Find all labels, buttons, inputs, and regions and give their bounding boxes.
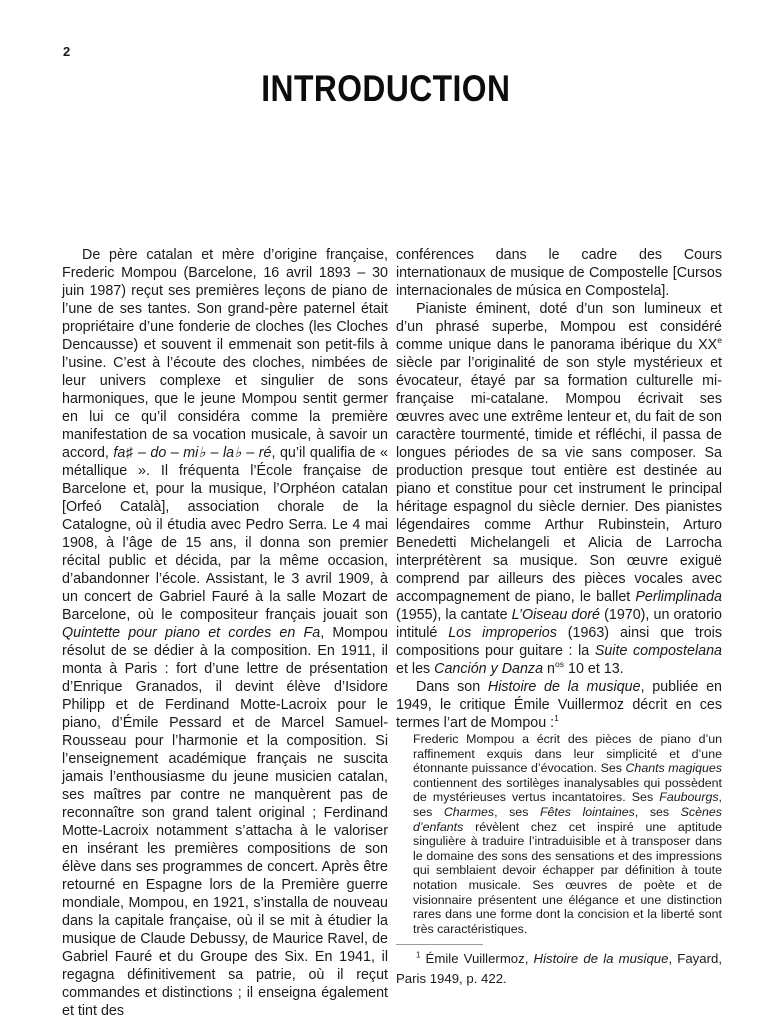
page-title-text: INTRODUCTION bbox=[261, 68, 511, 109]
text-segment: Charmes bbox=[443, 804, 495, 819]
footnote-rule bbox=[396, 944, 483, 945]
text-segment: Émile Vuillermoz, bbox=[420, 951, 534, 967]
text-segment: conférences dans le cadre des Cours internationaux de musique de Compostelle [Cursos internacionales de música en Compostela]. bbox=[396, 247, 722, 299]
text-segment: , ses bbox=[494, 804, 540, 819]
text-segment: (1963) ainsi que trois compositions pour guitare : la bbox=[396, 625, 722, 659]
page-number: 2 bbox=[63, 44, 71, 59]
text-segment: Fêtes lointaines bbox=[539, 804, 635, 819]
text-segment: et les bbox=[396, 661, 435, 677]
text-segment: révèlent chez cet inspiré une aptitude singulière à traduire l’intraduisible et à transposer dans le domaine des sons des sensations et des impressions qui semblaient devoir échapper par définition à toute notation musicale. Ses œuvres de poète et de visionnaire présentent une élégance et une distinction rares dans une forme dont la concision et la liberté sont très caractéristiques. bbox=[413, 819, 722, 936]
text-columns bbox=[62, 246, 722, 1020]
text-segment: os bbox=[554, 659, 565, 670]
text-segment: , ses bbox=[634, 804, 681, 819]
text-segment: Perlimplinada bbox=[635, 589, 722, 605]
left-column bbox=[62, 246, 388, 1020]
paragraph-biography bbox=[62, 246, 388, 1020]
text-segment: , Mompou résolut de se dédier à la composition. En 1911, il monta à Paris : fort d’une lettre de présentation d’Enrique Granados, il devint élève d’Isidore Philipp et de Ferdinand Motte-Lacroix pour le piano, d’Émile Pessard et de Marcel Samuel-Rousseau pour l’harmonie et la composition. Si l’enseignement académique français ne suscita jamais l’enthousiasme du jeune musicien catalan, ses maîtres par contre ne manquèrent pas de reconnaître son grand talent original ; Ferdinand Motte-Lacroix notamment s’attacha à le valoriser en insérant les premières compositions de son élève dans ses programmes de concert. Après être retourné en Espagne lors de la Première guerre mondiale, Mompou, en 1921, s’installa de nouveau dans la capitale française, où il se mit à étudier la musique de Claude Debussy, de Maurice Ravel, de Gabriel Fauré et du Groupe des Six. En 1941, il regagna définitivement sa patrie, où il reçut commandes et distinctions ; il enseigna également et tint des bbox=[62, 625, 388, 1019]
text-segment: (1955), la cantate bbox=[396, 607, 512, 623]
text-segment: Histoire de la musique bbox=[487, 679, 641, 695]
text-segment: 1 bbox=[416, 950, 421, 960]
text-segment: Chants magiques bbox=[625, 761, 722, 776]
footnote bbox=[396, 949, 722, 989]
paragraph-vuillermoz-intro bbox=[396, 678, 722, 732]
text-segment: , publiée en 1949, le critique Émile Vuillermoz décrit en ces termes l’art de Mompou : bbox=[396, 679, 723, 731]
text-segment: Dans son bbox=[416, 679, 488, 695]
text-segment: contiennent des sortilèges inanalysables qui possèdent de mystérieuses vertus incantatoires. Ses bbox=[413, 775, 722, 805]
text-segment: fa♯ – do – mi♭ – la♭ – ré bbox=[113, 445, 272, 461]
text-segment: Pianiste éminent, doté d’un son lumineux et d’un phrasé superbe, Mompou est considéré comme unique dans le panorama ibérique du XX bbox=[396, 301, 722, 353]
paragraph-continuation bbox=[396, 246, 722, 300]
text-segment: Quintette pour piano et cordes en Fa bbox=[62, 625, 321, 641]
text-segment: Histoire de la musique bbox=[533, 951, 669, 967]
text-segment: Faubourgs bbox=[659, 790, 719, 805]
right-column bbox=[396, 246, 722, 1020]
text-segment: Scènes d’enfants bbox=[413, 804, 722, 834]
text-segment: 1 bbox=[554, 713, 559, 724]
text-segment: n bbox=[543, 661, 555, 677]
text-segment: siècle par l’originalité de son style mystérieux et évocateur, étayé par sa formation culturelle mi-française mi-catalane. Mompou écrivait ses œuvres avec une extrême lenteur et, du fait de son caractère tourmenté, timide et réfléchi, il passa de longues périodes de sa vie sans composer. Sa production presque tout entière est destinée au piano et constitue pour cet instrument le principal héritage espagnol du siècle dernier. Des pianistes légendaires comme Arthur Rubinstein, Arturo Benedetti Michelangeli et Alicia de Larrocha interprétèrent sa musique. Son œuvre exiguë comprend par ailleurs des pièces vocales avec accompagnement de piano, le ballet bbox=[396, 355, 722, 605]
text-segment: , qu’il qualifia de « métallique ». Il fréquenta l’École française de Barcelone et, pour la musique, l’Orphéon catalan [Orfeó Català], association chorale de la Catalogne, où il étudia avec Pedro Serra. Le 4 mai 1908, à l’âge de 15 ans, il donna son premier récital public et décida, par la même occasion, d’abandonner l’école. Assistant, le 3 avril 1909, à un concert de Gabriel Fauré à la salle Mozart de Barcelone, où le compositeur français jouait son bbox=[62, 445, 388, 623]
text-segment: , Fayard, Paris 1949, p. 422. bbox=[396, 951, 722, 987]
text-segment: Frederic Mompou a écrit des pièces de piano d’un raffinement exquis dans leur simplicité et d’une étonnante puissance d’évocation. Ses bbox=[413, 732, 722, 776]
paragraph-pianist bbox=[396, 300, 722, 678]
text-segment: 10 et 13. bbox=[564, 661, 624, 677]
text-segment: (1970), un oratorio intitulé bbox=[396, 607, 722, 641]
text-segment: Canción y Danza bbox=[434, 661, 544, 677]
block-quote bbox=[413, 732, 722, 936]
text-segment: Suite compostelana bbox=[594, 643, 722, 659]
text-segment: Los improperios bbox=[448, 625, 557, 641]
text-segment: L’Oiseau doré bbox=[511, 607, 600, 623]
text-segment: e bbox=[717, 335, 722, 346]
text-segment: , ses bbox=[413, 790, 722, 819]
page-title bbox=[56, 70, 716, 108]
text-segment: De père catalan et mère d’origine française, Frederic Mompou (Barcelone, 16 avril 1893 – 30 juin 1987) reçut ses premières leçons de piano de l’une de ses tantes. Son grand-père paternel était propriétaire d’une fonderie de cloches (les Cloches Dencausse) et souvent il emmenait son petit-fils à l’usine. C’est à l’écoute des cloches, nimbées de leur univers complexe et singulier de sons harmoniques, que le jeune Mompou sentit germer en lui ce qu’il considéra comme la première manifestation de sa vocation musicale, à savoir un accord, bbox=[62, 247, 388, 461]
